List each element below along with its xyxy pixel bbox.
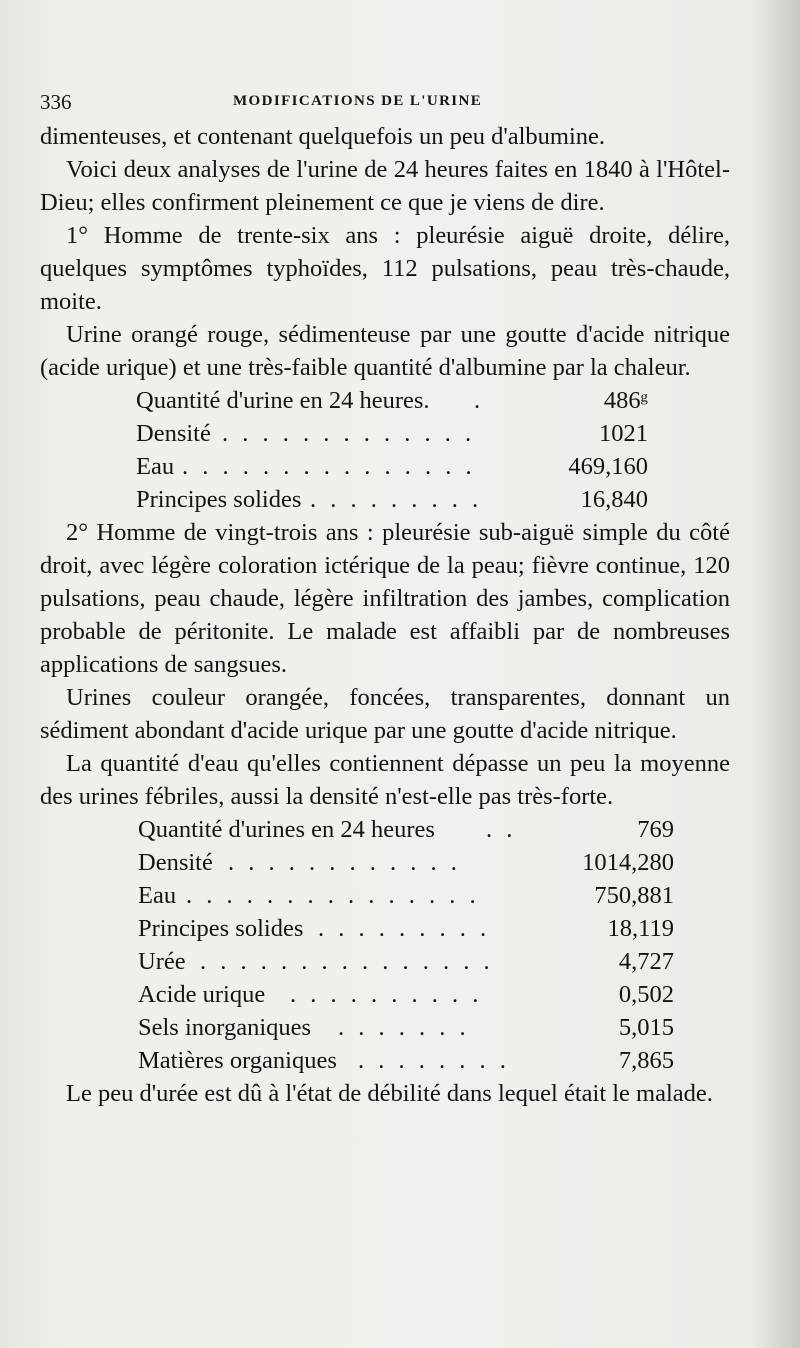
table-row <box>136 417 648 450</box>
row-label: Eau <box>136 453 175 480</box>
paragraph-case-1-urine: Urine orangé rouge, sédimenteuse par une goutte d'acide nitrique (acide urique) et une très-faible quantité d'albumine par la chaleur. <box>40 321 730 381</box>
table-row <box>138 945 674 978</box>
row-leader: . . . . . . . . . <box>318 915 491 942</box>
row-value: 1021 <box>599 420 648 447</box>
paragraph-case-2-urine: Urines couleur orangée, foncées, transparentes, donnant un sédiment abondant d'acide urique par une goutte d'acide nitrique. <box>40 684 730 744</box>
row-label: Sels inorganiques <box>138 1014 312 1041</box>
row-label: Acide urique <box>138 981 266 1008</box>
page-header <box>40 90 730 114</box>
row-leader: . . . . . . . . . . . . <box>228 849 461 876</box>
table-row <box>136 483 648 516</box>
row-value: 7,865 <box>618 1047 674 1074</box>
row-label: Densité <box>138 849 213 876</box>
row-leader: . . . . . . . . . . . . . . . <box>186 882 480 909</box>
paragraph-continuation: dimenteuses, et contenant quelquefois un peu d'albumine. <box>40 123 606 150</box>
row-leader: . . . . . . . . . . <box>290 981 483 1008</box>
running-title: MODIFICATIONS DE L'URINE <box>233 93 483 109</box>
table-row <box>138 879 674 912</box>
row-value: 469,160 <box>568 453 648 480</box>
row-value: 18,119 <box>607 915 674 942</box>
row-leader: . . . . . . . . . . . . . <box>222 420 476 447</box>
row-leader: . . . . . . . . . . . . . . . <box>182 453 476 480</box>
row-value: 5,015 <box>618 1014 674 1041</box>
table-row <box>138 912 674 945</box>
paragraph-analyses-intro: Voici deux analyses de l'urine de 24 heures faites en 1840 à l'Hôtel-Dieu; elles confirment pleinement ce que je viens de dire. <box>40 156 730 216</box>
table-row <box>136 384 648 417</box>
row-leader: . . . . . . . <box>338 1014 470 1041</box>
table-row <box>136 450 648 483</box>
row-leader: . <box>474 387 485 414</box>
page-body <box>40 120 730 1110</box>
row-leader: . . . . . . . . <box>358 1047 510 1074</box>
paragraph-conclusion: Le peu d'urée est dû à l'état de débilité dans lequel était le malade. <box>66 1080 713 1107</box>
row-label: Principes solides <box>136 486 302 513</box>
analysis-table-2 <box>138 813 674 1077</box>
table-row <box>138 813 674 846</box>
row-label: Principes solides <box>138 915 304 942</box>
paragraph-case-2: 2° Homme de vingt-trois ans : pleurésie sub-aiguë simple du côté droit, avec légère coloration ictérique de la peau; fièvre continue, 120 pulsations, peau chaude, légère infiltration des jambes, complication probable de péritonite. Le malade est affaibli par de nombreuses applications de sangsues. <box>40 519 730 678</box>
row-value: 486ᵍ <box>603 387 648 414</box>
paragraph-case-1: 1° Homme de trente-six ans : pleurésie aiguë droite, délire, quelques symptômes typhoïdes, 112 pulsations, peau très-chaude, moite. <box>40 222 730 315</box>
table-row <box>138 978 674 1011</box>
row-value: 0,502 <box>618 981 674 1008</box>
row-value: 1014,280 <box>582 849 674 876</box>
row-label: Densité <box>136 420 211 447</box>
row-value: 769 <box>637 816 674 843</box>
row-label: Urée <box>138 948 186 975</box>
row-value: 16,840 <box>580 486 648 513</box>
row-leader: . . . . . . . . . <box>310 486 483 513</box>
row-leader: . . . . . . . . . . . . . . . <box>200 948 494 975</box>
row-value: 750,881 <box>594 882 674 909</box>
table-row <box>138 846 674 879</box>
row-leader: . . <box>486 816 517 843</box>
paragraph-case-2-water: La quantité d'eau qu'elles contiennent dépasse un peu la moyenne des urines fébriles, aussi la densité n'est-elle pas très-forte. <box>40 750 730 810</box>
row-label: Eau <box>138 882 177 909</box>
page-number: 336 <box>40 90 72 114</box>
analysis-table-1 <box>136 384 648 516</box>
row-value: 4,727 <box>618 948 674 975</box>
table-row <box>138 1044 674 1077</box>
row-label: Quantité d'urine en 24 heures. <box>136 387 430 414</box>
table-row <box>138 1011 674 1044</box>
row-label: Matières organiques <box>138 1047 337 1074</box>
row-label: Quantité d'urines en 24 heures <box>138 816 435 843</box>
